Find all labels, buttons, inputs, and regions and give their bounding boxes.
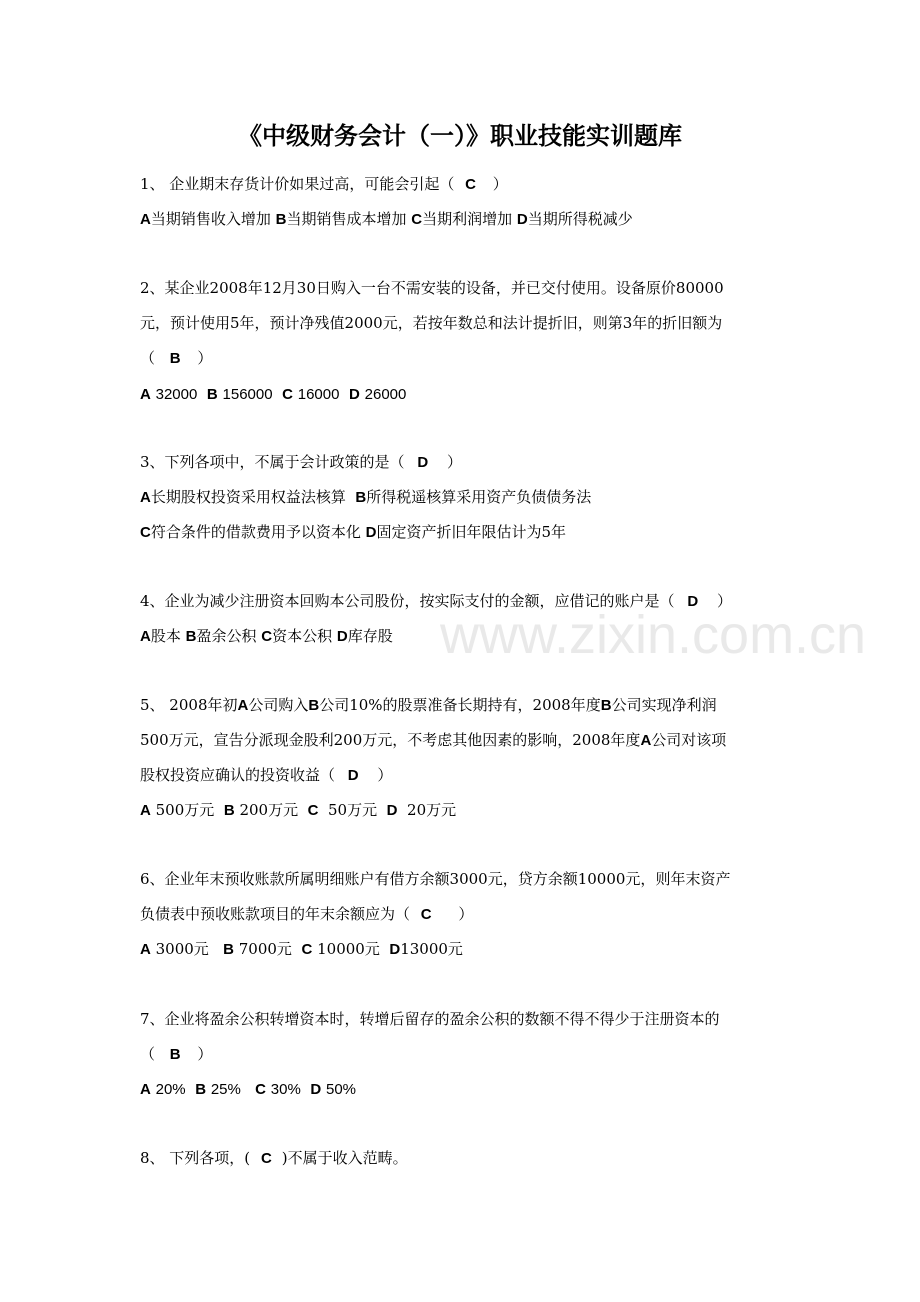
company-letter: A: [640, 732, 652, 749]
question-text: 公司购入: [248, 696, 309, 714]
answer: C: [260, 1150, 272, 1167]
option-letter: D: [516, 211, 528, 228]
option-text: 50万元: [328, 801, 378, 819]
question-7-line-2: [140, 1042, 800, 1067]
option-letter: A: [140, 802, 151, 819]
option-text: 长期股权投资采用权益法核算: [150, 488, 346, 506]
question-2-line-3: [140, 346, 800, 371]
option-text: 25%: [210, 1081, 241, 1098]
option-text: 3000元: [155, 940, 209, 958]
question-text: ）: [458, 905, 474, 923]
question-3: [140, 450, 800, 475]
question-text: 500万元，宣告分派现金股利200万元，不考虑其他因素的影响，2008年度: [140, 731, 641, 749]
question-text: 公司实现净利润: [611, 696, 717, 714]
question-text: 8、 下列各项，(: [140, 1149, 251, 1167]
option-text: 库存股: [347, 627, 393, 645]
question-text: )不属于收入范畴。: [281, 1149, 408, 1167]
option-letter: B: [355, 489, 367, 506]
watermark: www.zixin.com.cn: [440, 605, 867, 665]
question-text: 股权投资应确认的投资收益（: [140, 766, 336, 784]
option-letter: B: [195, 1081, 207, 1098]
option-text: 当期销售收入增加: [150, 210, 271, 228]
question-3-options-2: [140, 520, 800, 545]
answer: B: [169, 350, 181, 367]
question-text: 5、 2008年初: [140, 696, 238, 714]
option-text: 500万元: [155, 801, 215, 819]
question-text: 3、下列各项中，不属于会计政策的是（: [140, 453, 405, 471]
question-text: ）: [446, 453, 462, 471]
document-title: 《中级财务会计（一）》职业技能实训题库: [238, 122, 682, 150]
option-letter: A: [140, 941, 151, 958]
question-4-options: [140, 624, 800, 649]
question-8: [140, 1146, 800, 1171]
company-letter: B: [600, 697, 612, 714]
option-text: 符合条件的借款费用予以资本化: [150, 523, 361, 541]
answer: C: [465, 176, 476, 193]
question-text: 负债表中预收账款项目的年末余额应为（: [140, 905, 411, 923]
question-text: ）: [492, 175, 508, 193]
option-letter: C: [261, 628, 273, 645]
option-letter: B: [185, 628, 197, 645]
option-text: 股本: [150, 627, 181, 645]
answer: D: [417, 454, 429, 471]
option-text: 26000: [364, 386, 407, 403]
question-3-options-1: [140, 485, 800, 510]
question-text: ）: [377, 766, 393, 784]
option-text: 156000: [222, 386, 273, 403]
option-text: 所得税遥核算采用资产负债债务法: [366, 488, 592, 506]
question-2-options: [140, 382, 800, 407]
option-letter: A: [140, 489, 151, 506]
option-text: 50%: [326, 1081, 357, 1098]
option-letter: A: [140, 628, 151, 645]
question-7-line-1: 7、企业将盈余公积转增资本时，转增后留存的盈余公积的数额不得不得少于注册资本的: [140, 1010, 720, 1028]
question-1-options: [140, 207, 800, 232]
option-text: 当期利润增加: [422, 210, 513, 228]
option-letter: D: [310, 1081, 322, 1098]
option-text: 固定资产折旧年限估计为5年: [376, 523, 567, 541]
option-letter: D: [389, 941, 401, 958]
option-letter: A: [140, 211, 151, 228]
option-letter: B: [223, 941, 234, 958]
option-letter: D: [349, 386, 360, 403]
company-letter: B: [308, 697, 320, 714]
question-text: ）: [716, 592, 732, 610]
question-6-line-1: 6、企业年末预收账款所属明细账户有借方余额3000元，贷方余额10000元，则年末资产: [140, 870, 731, 888]
option-letter: D: [336, 628, 348, 645]
question-text: ）: [197, 1045, 213, 1063]
answer: B: [169, 1046, 181, 1063]
question-6-options: [140, 937, 800, 962]
option-text: 20%: [155, 1081, 186, 1098]
option-letter: C: [140, 524, 151, 541]
option-text: 当期所得税减少: [527, 210, 633, 228]
option-text: 13000元: [400, 940, 463, 958]
option-text: 当期销售成本增加: [286, 210, 407, 228]
option-letter: C: [307, 802, 319, 819]
option-text: 32000: [155, 386, 198, 403]
option-text: 200万元: [239, 801, 299, 819]
question-1: [140, 172, 800, 197]
answer: C: [420, 906, 432, 923]
option-text: 20万元: [407, 801, 457, 819]
option-letter: B: [223, 802, 235, 819]
answer: D: [347, 767, 359, 784]
option-letter: B: [275, 211, 287, 228]
question-text: （: [140, 1045, 156, 1063]
option-letter: C: [255, 1081, 267, 1098]
answer: D: [687, 593, 699, 610]
question-5-line-1: [140, 693, 800, 718]
option-text: 16000: [297, 386, 340, 403]
option-letter: C: [282, 386, 293, 403]
question-text: （: [140, 349, 156, 367]
option-text: 30%: [270, 1081, 301, 1098]
question-text: ）: [197, 349, 213, 367]
option-letter: C: [411, 211, 423, 228]
option-text: 7000元: [238, 940, 292, 958]
option-letter: D: [365, 524, 377, 541]
question-2-line-1: 2、某企业2008年12月30日购入一台不需安装的设备，并已交付使用。设备原价80000: [140, 279, 724, 297]
question-7-options: [140, 1077, 800, 1102]
option-letter: A: [140, 386, 151, 403]
company-letter: A: [237, 697, 249, 714]
question-5-line-3: [140, 763, 800, 788]
option-text: 盈余公积: [196, 627, 257, 645]
question-4: [140, 589, 800, 614]
question-6-line-2: [140, 902, 800, 927]
question-text: 1、 企业期末存货计价如果过高，可能会引起（: [140, 175, 455, 193]
option-letter: A: [140, 1081, 151, 1098]
option-text: 10000元: [317, 940, 380, 958]
question-text: 公司对该项: [651, 731, 727, 749]
question-5-line-2: [140, 728, 800, 753]
question-text: 公司10%的股票准备长期持有，2008年度: [319, 696, 601, 714]
question-5-options: [140, 798, 800, 823]
option-letter: B: [206, 386, 218, 403]
option-text: 资本公积: [272, 627, 333, 645]
question-2-line-2: 元，预计使用5年，预计净残值2000元，若按年数总和法计提折旧，则第3年的折旧额为: [140, 314, 723, 332]
option-letter: D: [386, 802, 398, 819]
question-text: 4、企业为减少注册资本回购本公司股份，按实际支付的金额，应借记的账户是（: [140, 592, 675, 610]
option-letter: C: [301, 941, 313, 958]
